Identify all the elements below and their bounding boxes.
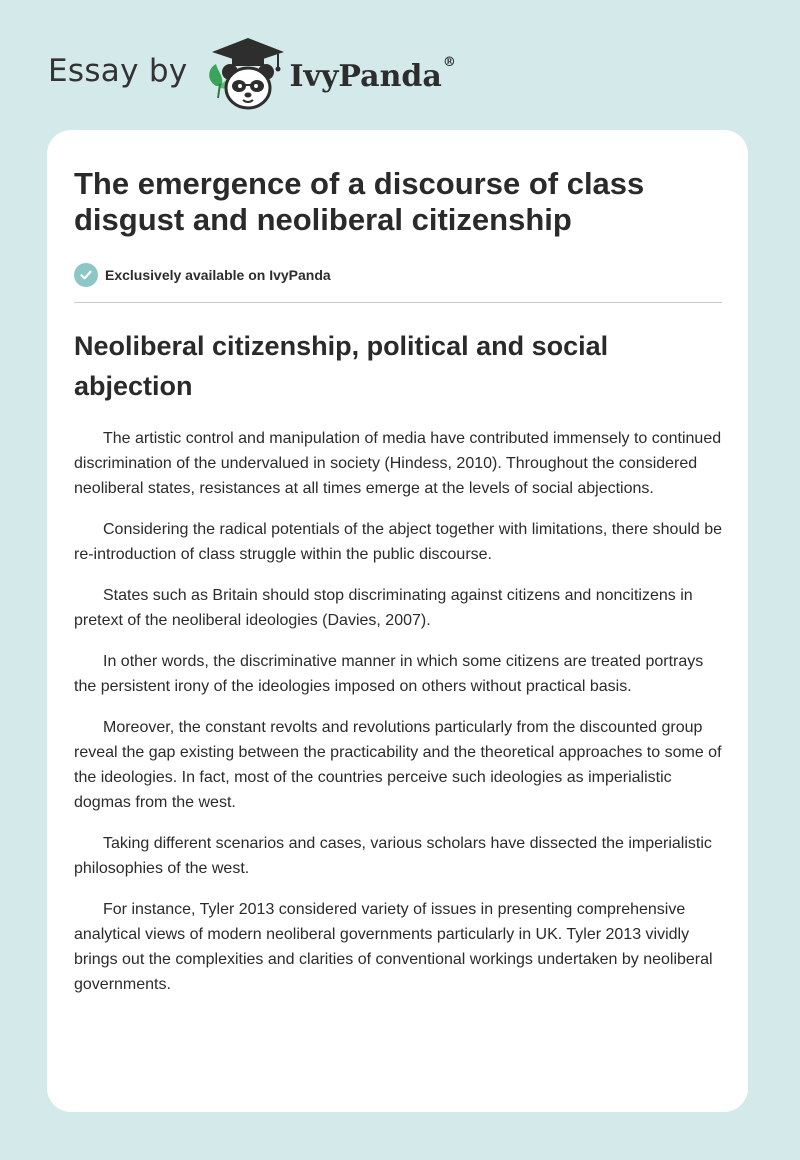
brand-name: IvyPanda® <box>289 54 456 94</box>
page-title: The emergence of a discourse of class disgust and neoliberal citizenship <box>74 166 645 237</box>
brand-prefix: Essay by <box>48 53 188 89</box>
section-heading: Neoliberal citizenship, political and social abjection <box>74 331 609 401</box>
exclusive-badge <box>74 263 331 287</box>
paragraph: Taking different scenarios and cases, various scholars have dissected the imperialistic philosophies of the west. <box>74 835 712 877</box>
exclusive-label: Exclusively available on IvyPanda <box>105 267 331 283</box>
paragraph: Considering the radical potentials of the abject together with limitations, there should be re-introduction of class struggle within the public discourse. <box>74 521 723 563</box>
paragraph: For instance, Tyler 2013 considered variety of issues in presenting comprehensive analytical views of modern neoliberal governments particularly in UK. Tyler 2013 vividly brings out the complexities and clarities of conventional workings undertaken by neoliberal governments. <box>74 901 713 993</box>
panda-graduate-icon <box>202 34 294 114</box>
registered-mark: ® <box>442 54 456 70</box>
divider <box>74 302 722 303</box>
paragraph: In other words, the discriminative manner in which some citizens are treated portrays the persistent irony of the ideologies imposed on others without practical basis. <box>74 653 704 695</box>
check-icon <box>74 263 98 287</box>
paragraph: States such as Britain should stop discriminating against citizens and noncitizens in pretext of the neoliberal ideologies (Davies, 2007). <box>74 587 693 629</box>
paragraph: The artistic control and manipulation of media have contributed immensely to continued discrimination of the undervalued in society (Hindess, 2010). Throughout the considered neoliberal states, resistances at all times emerge at the levels of social abjections. <box>74 430 722 497</box>
essay-card <box>47 130 748 1112</box>
article-body <box>74 426 724 1013</box>
paragraph: Moreover, the constant revolts and revolutions particularly from the discounted group reveal the gap existing between the practicability and the theoretical approaches to some of the ideologies. In fact, most of the countries perceive such ideologies as imperialistic dogmas from the west. <box>74 719 722 811</box>
brand-header[interactable] <box>48 34 456 114</box>
